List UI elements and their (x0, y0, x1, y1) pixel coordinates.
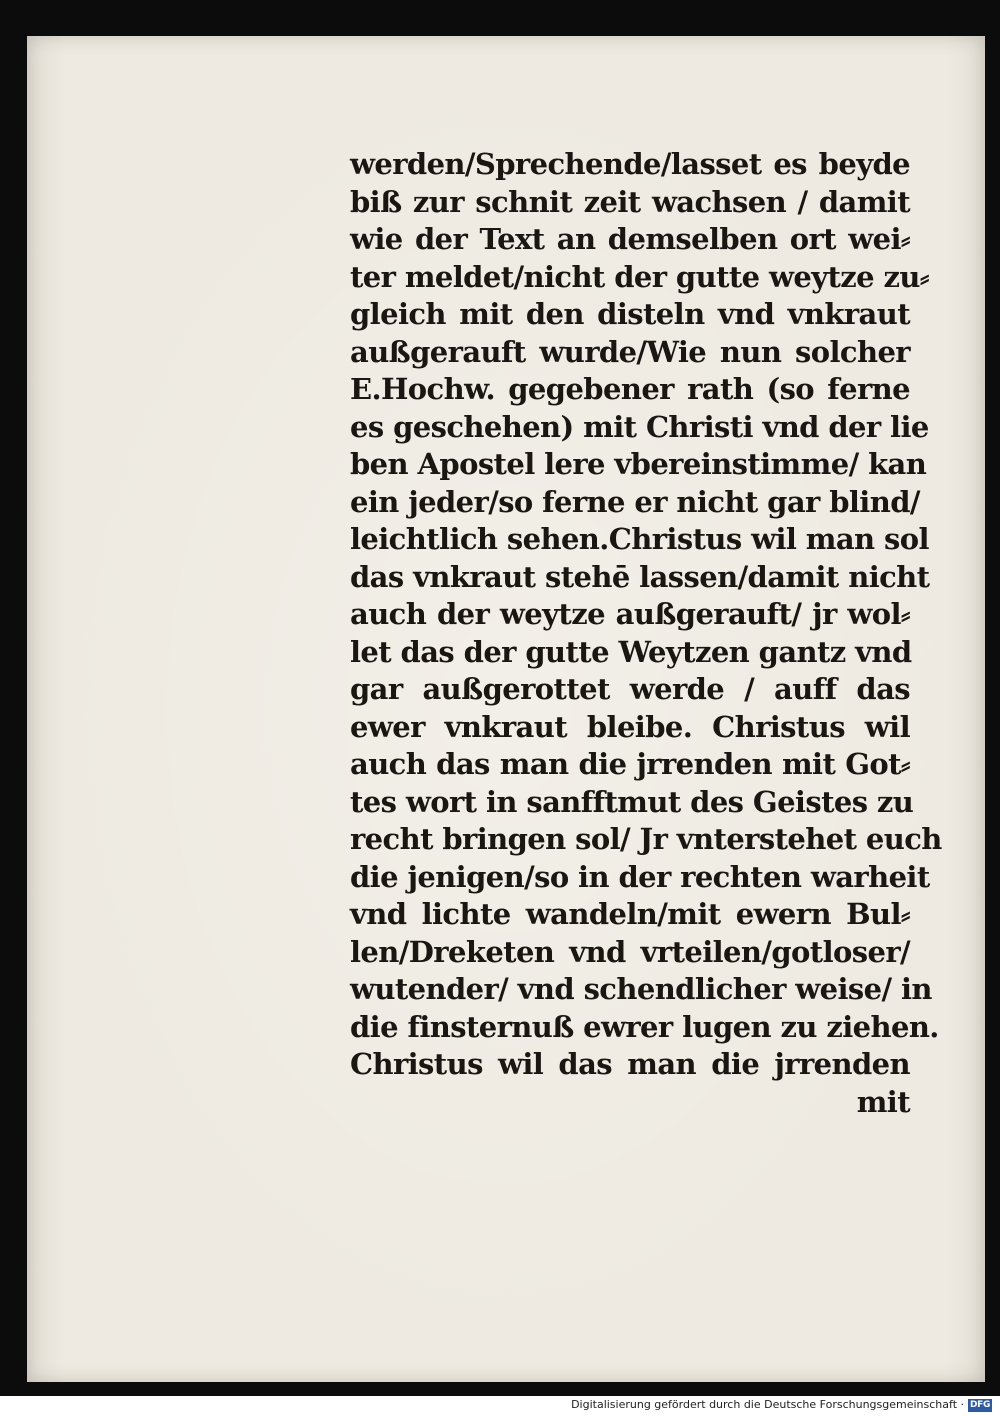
text-line: außgerauft wurde/Wie nun solcher (350, 334, 910, 369)
footer-credit: Digitalisierung gefördert durch die Deutsche Forschungsgemeinschaft · (571, 1398, 964, 1411)
text-line: wie der Text an demselben ort wei⸗ (350, 222, 910, 256)
page-text-block (350, 146, 942, 1121)
text-line: E.Hochw. gegebener rath (so ferne (350, 372, 910, 406)
text-line: werden/Sprechende/lasset es beyde (350, 147, 910, 181)
text-line: auch der weytze außgerauft/ jr wol⸗ (350, 597, 910, 631)
text-line: vnd lichte wandeln/mit ewern Bul⸗ (350, 897, 910, 931)
text-line: ben Apostel lere vbereinstimme/ kan (350, 447, 927, 481)
text-line: gar außgerottet werde / auff das (350, 672, 910, 706)
text-line: die jenigen/so in der rechten warheit (350, 859, 930, 894)
text-line: leichtlich sehen.Christus wil man sol (350, 522, 929, 556)
text-line: recht bringen sol/ Jr vnterstehet euch (350, 822, 942, 856)
text-line: gleich mit den disteln vnd vnkraut (350, 297, 910, 331)
text-line: ein jeder/so ferne er nicht gar blind/ (350, 484, 920, 519)
text-line: wutender/ vnd schendlicher weise/ in (350, 972, 932, 1006)
dfg-logo-icon: DFG (969, 1400, 991, 1410)
text-line: tes wort in sanfftmut des Geistes zu (350, 784, 914, 819)
text-line: len/Dreketen vnd vrteilen/gotloser/ (350, 934, 910, 969)
text-line: ewer vnkraut bleibe. Christus wil (350, 709, 910, 744)
text-line: let das der gutte Weytzen gantz vnd (350, 634, 912, 669)
text-line: die finsternuß ewrer lugen zu ziehen. (350, 1009, 939, 1044)
text-line: auch das man die jrrenden mit Got⸗ (350, 747, 910, 781)
text-line: biß zur schnit zeit wachsen / damit (350, 184, 910, 219)
text-line: es geschehen) mit Christi vnd der lie (350, 409, 929, 444)
catchword: mit (856, 1084, 910, 1119)
text-line: Christus wil das man die jrrenden (350, 1047, 910, 1081)
text-line: das vnkraut stehē lassen/damit nicht (350, 559, 930, 594)
text-line: ter meldet/nicht der gutte weytze zu⸗ (350, 259, 929, 294)
